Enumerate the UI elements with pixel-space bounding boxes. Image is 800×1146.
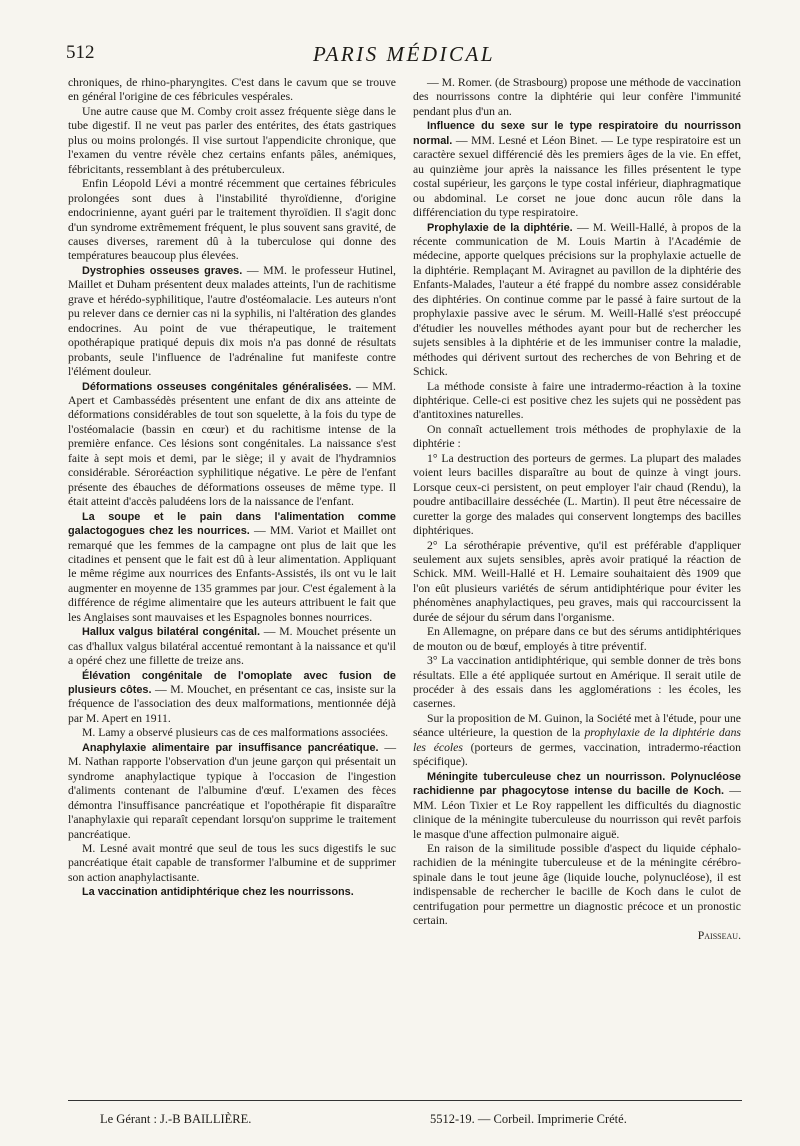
paragraph-text: — MM. Léon Tixier et Le Roy rappellent les difficultés du diagnostic clinique de la méningite tuberculeuse du nourrisson qui revêt parfois le masque d'une affection pulmonaire aiguë. — [413, 784, 741, 841]
paragraph-text: (porteurs de germes, vaccination, intradermo-réaction spécifique). — [413, 740, 741, 769]
running-title: PARIS MÉDICAL — [312, 42, 495, 66]
paragraph — [413, 119, 741, 220]
page-number: 512 — [66, 42, 95, 63]
paragraph: Une autre cause que M. Comby croit assez fréquente siège dans le tube digestif. Il ne veut pas parler des entérites, des états gastriques plus ou moins prolongés. Il vise surtout l'appendicite chronique, que l'examen du ventre révèle chez certains enfants pâles, anémiques, fébricitants, ressemblant à des prétuberculeux. — [68, 104, 396, 176]
author-signature: Paisseau. — [697, 928, 741, 942]
paragraph — [68, 380, 396, 510]
paragraph — [413, 770, 741, 842]
footer-divider — [68, 1100, 742, 1101]
paragraph: 1° La destruction des porteurs de germes. La plupart des malades voient leurs bacilles disparaître au bout de quinze à vingt jours. Lorsque ceux-ci persistent, on peut employer l'air chaud (Rendu), la poudre antibacillaire desséchée (L. Martin). Il peut être nécessaire de curetter la gorge des malades qui conservent longtemps des bacilles diphtériques. — [413, 451, 741, 538]
paragraph: M. Lesné avait montré que seul de tous les sucs digestifs le suc pancréatique était capable de transformer l'albumine et de supprimer son action anaphylactisante. — [68, 842, 396, 884]
paragraph-text: — MM. Apert et Cambassédès présentent une enfant de dix ans atteinte de déformations considérables de tout son squelette, à la fois du type de l'ostéomalacie (bassin en cœur) et du rachitisme intense de la première enfance. Ces lésions sont congénitales. La naissance s'est faite à sept mois et demi, par le siège; il y avait de l'hydramnios considérable. Séroréaction syphilitique négative. Le père de l'enfant présente des ébauches de déformations osseuses de même type. Il était atteint d'accès paludéens lors de la naissance de l'enfant. — [68, 379, 396, 509]
paragraph-text: Sur la proposition de M. Guinon, la Société met à l'étude, pour une séance ultérieure, la question de la — [413, 711, 741, 740]
paragraph — [68, 625, 396, 668]
paragraph — [413, 221, 741, 380]
paragraph — [68, 669, 396, 727]
paragraph-text: — M. Mouchet présente un cas d'hallux valgus bilatéral accentué remontant à la naissance et qu'il a opéré chez une fillette de treize ans. — [68, 625, 397, 668]
paragraph: On connaît actuellement trois méthodes de prophylaxie de la diphtérie : — [413, 422, 741, 451]
paragraph — [68, 885, 396, 899]
paragraph: En Allemagne, on prépare dans ce but des sérums antidiphtériques de mouton ou de bœuf, employés à titre préventif. — [413, 625, 741, 653]
section-heading: Méningite tuberculeuse chez un nourrisson. Polynucléose rachidienne par phagocytose intense du bacille de Koch. — [413, 770, 741, 798]
paragraph: 3° La vaccination antidiphtérique, qui semble donner de très bons résultats. Elle a été appliquée surtout en Amérique. Il serait utile de procéder à des essais dans les agglomérations : les écoles, les casernes. — [413, 654, 741, 711]
paragraph: chroniques, de rhino-pharyngites. C'est dans le cavum que se trouve en général l'origine de ces fébricules vespérales. — [68, 76, 396, 104]
paragraph — [68, 741, 396, 842]
paragraph — [68, 510, 396, 626]
paragraph-text: — MM. le professeur Hutinel, Maillet et Duham présentent deux malades atteints, l'un de rachitisme grave et hérédo-syphilitique, l'autre d'ostéomalacie. Les auteurs n'ont pu relever dans ce dernier cas ni la syphilis, ni l'altération des glandes endocrines. Au point de vue thérapeutique, le traitement opothérapique pratiqué depuis dix mois n'a pas donné de résultats probants, seule l'influence de l'adrénaline fut manifeste contre l'élément douleur. — [68, 263, 396, 379]
paragraph: 2° La sérothérapie préventive, qu'il est préférable d'appliquer seulement aux sujets sensibles, après avoir pratiqué la réaction de Schick. MM. Weill-Hallé et H. Lemaire souhaitaient dès 1909 que l'on eût plusieurs variétés de sérum antidiphtérique pour éviter les phénomènes anaphylactiques, peu graves, mais qui raccourcissent la durée de séjour du sérum dans l'organisme. — [413, 538, 741, 624]
section-heading: Hallux valgus bilatéral congénital. — [82, 626, 261, 639]
paragraph: Enfin Léopold Lévi a montré récemment que certaines fébricules prolongées sont dues à l'instabilité thyroïdienne, d'origine endocrinienne, ayant guéri par le traitement thyroïdien. Il s'agit donc d'un syndrome extrêmement fréquent, le plus souvent sans gravité, de causes diverses, rarement dû à la tuberculose qui donne des températures beaucoup plus élevées. — [68, 177, 396, 263]
left-column — [68, 76, 396, 900]
section-heading: Prophylaxie de la diphtérie. — [427, 221, 573, 234]
paragraph: M. Lamy a observé plusieurs cas de ces malformations associées. — [82, 726, 389, 740]
section-heading: Élévation congénitale de l'omoplate avec fusion de plusieurs côtes. — [68, 669, 396, 697]
paragraph — [68, 264, 396, 380]
paragraph-text: — M. Weill-Hallé, à propos de la récente communication de M. Louis Martin à l'Académie de médecine, apporte quelques précisions sur la prophylaxie actuelle de la diphtérie. Remplaçant M. Avіragnet au pavillon de la diphtérie des Enfants-Malades, l'auteur a été frappé du nombre assez considérable des diphtéries. On continue comme par le passé à faire surtout de la prophylaxie passive avec le sérum. M. Weill-Hallé s'est préoccupé d'étudier les nouvelles méthodes ayant pour but de rechercher les sujets sensibles à la diphtérie et de les immuniser contre la maladie, méthodes qui dérivent surtout des recherches de von Behring et de Schick. — [413, 220, 742, 379]
section-heading: La soupe et le pain dans l'alimentation comme galactogogues chez les nourrices. — [68, 510, 396, 538]
paragraph — [413, 712, 741, 770]
paragraph: En raison de la similitude possible d'aspect du liquide céphalo-rachidien de la méningite tuberculeuse et de la méningite cérébro-spinale dans le tout jeune âge (liquide louche, polynucléose), il est indispensable de rechercher le bacille de Koch dans le culot de centrifugation pour permettre un diagnostic précoce et un pronostic certain. — [413, 842, 741, 928]
emphasis-text: prophylaxie de la diphtérie dans les écoles — [413, 726, 741, 754]
paragraph-text: — M. Mouchet, en présentant ce cas, insiste sur la fréquence de l'association des deux malformations, mentionnée déjà par M. Apert en 1911. — [68, 683, 396, 725]
page-header — [66, 42, 742, 68]
section-heading: Anaphylaxie alimentaire par insuffisance pancréatique. — [82, 741, 379, 754]
footer-printer: 5512-19. — Corbeil. Imprimerie Crété. — [430, 1112, 627, 1126]
footer-manager: Le Gérant : J.-B BAILLIÈRE. — [100, 1112, 252, 1126]
paragraph-text: — MM. Lesné et Léon Binet. — Le type respiratoire est un caractère sexuel différencié dès les premiers âges de la vie. En effet, au quinzième jour après la naissance les filles présentent le type costal supérieur, les garçons le type costal inférieur, diaphragmatique ou abdominal. Le corset ne joue donc aucun rôle dans la différenciation du type respiratoire. — [413, 133, 741, 220]
section-heading: La vaccination antidiphtérique chez les nourrissons. — [82, 886, 354, 899]
section-heading: Influence du sexe sur le type respiratoire du nourrisson normal. — [413, 120, 741, 147]
section-heading: Dystrophies osseuses graves. — [82, 264, 243, 277]
paragraph-text: — MM. Variot et Maillet ont remarqué que les femmes de la campagne ont plus de lait que les citadines et pensent que le fait est dû à leur alimentation. Appliquant le même régime aux nourrices des Enfants-Assistés, ils ont vu le lait augmenter en moyenne de 135 grammes par jour. C'est également à la différence de régime alimentaire que les auteurs attribuent le fait que les Anglaises sont mauvaises et les Espagnoles bonnes nourrices. — [68, 524, 396, 624]
paragraph-text: — M. Nathan rapporte l'observation d'un jeune garçon qui présentait un syndrome anaphylactique typique à l'occasion de l'ingestion d'aliments contenant de l'albumine d'œuf. L'examen des fèces démontra l'insuffisance pancréatique et l'opothérapie fit disparaître l'anaphylaxie qui reparaît cependant lorsqu'on supprime le traitement pancréatique. — [68, 740, 397, 841]
right-column — [413, 76, 741, 943]
paragraph: — M. Romer. (de Strasbourg) propose une méthode de vaccination des nourrissons contre la diphtérie qui leur confère l'immunité pendant plus d'un an. — [413, 76, 741, 118]
section-heading: Déformations osseuses congénitales généralisées. — [82, 380, 352, 393]
paragraph: La méthode consiste à faire une intradermo-réaction à la toxine diphtérique. Celle-ci est positive chez les sujets qui ne possèdent pas d'antitoxines naturelles. — [413, 379, 741, 422]
